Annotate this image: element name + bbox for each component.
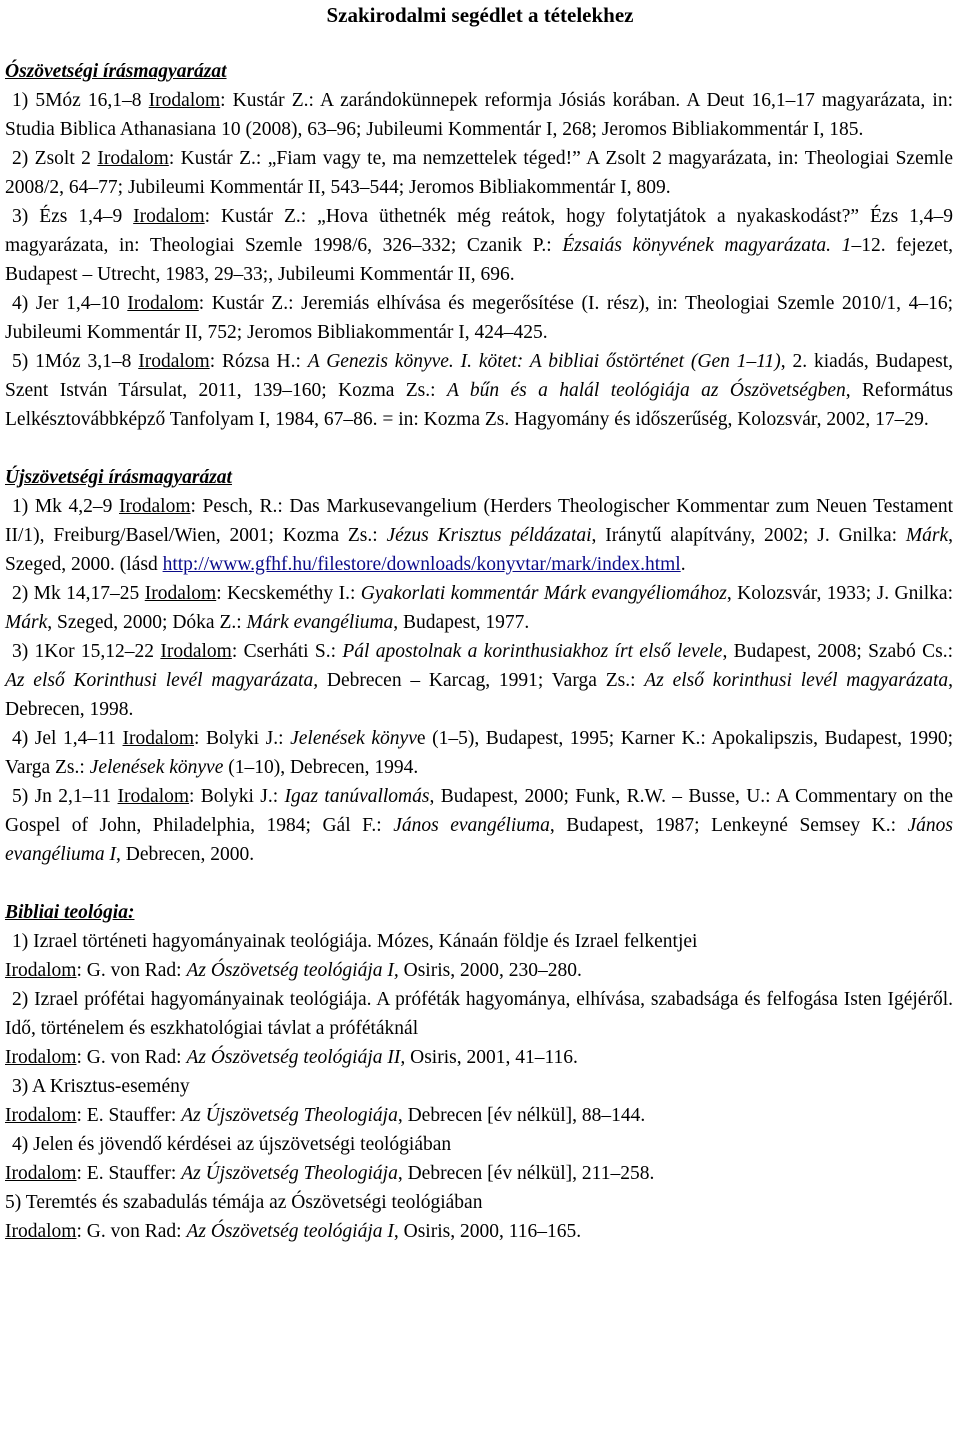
item-text: : Kecskeméthy I.:	[216, 583, 361, 604]
topic-item	[5, 927, 953, 956]
item-text: : G. von Rad:	[76, 960, 187, 981]
literature-label: Irodalom	[119, 496, 191, 517]
literature-label: Irodalom	[97, 148, 169, 169]
item-text-italic: Jelenések könyve	[89, 757, 224, 778]
item-text: : Kustár Z.: „Hova üthetnék még reátok, hogy folytatjátok a nyakaskodást?” Ézs 1,4–9 magyarázata, in: Theologiai Szemle 1998/6, 326–332; Czanik P.:	[5, 206, 953, 256]
topic-literature	[5, 956, 953, 985]
item-text: : Rózsa H.:	[209, 351, 308, 372]
item-text: e (1–5), Budapest, 1995; Karner K.: Apokalipszis, Budapest, 1990; Varga Zs.:	[5, 728, 954, 778]
topic-title: 3) A Krisztus-esemény	[12, 1076, 190, 1097]
literature-label: Irodalom	[5, 1105, 77, 1126]
list-item	[5, 637, 953, 724]
item-reference: 3) Ézs 1,4–9	[12, 206, 123, 227]
item-text: , Iránytű alapítvány, 2002; J. Gnilka:	[591, 525, 906, 546]
item-text-italic: A Genezis könyve. I. kötet: A bibliai őstörténet (Gen 1–11)	[307, 351, 781, 372]
item-reference: 5) 1Móz 3,1–8	[12, 351, 132, 372]
topic-item	[5, 985, 953, 1043]
item-text: : Kustár Z.: A zarándokünnepek reformja Jósiás korában. A Deut 16,1–17 magyarázata, in: Studia Biblica Athanasiana 10 (2008), 63–96; Jubileumi Kommentár I, 268; Jeromos Bibliakommentár I, 185.	[5, 90, 953, 140]
literature-label: Irodalom	[5, 960, 77, 981]
literature-label: Irodalom	[5, 1221, 77, 1242]
item-reference: 4) Jer 1,4–10	[12, 293, 120, 314]
item-text-italic: Az Ószövetség teológiája II,	[186, 1047, 406, 1068]
item-text: : G. von Rad:	[76, 1221, 187, 1242]
literature-label: Irodalom	[160, 641, 232, 662]
topic-literature	[5, 1217, 953, 1246]
item-reference: 2) Zsolt 2	[12, 148, 91, 169]
literature-label: Irodalom	[144, 583, 217, 604]
list-item	[5, 202, 953, 289]
topic-title: 2) Izrael prófétai hagyományainak teológiája. A próféták hagyománya, elhívása, szabadsága és felfogása Isten Igéjéről. Idő, történelem és eszkhatológiai távlat a prófétáknál	[5, 989, 953, 1039]
item-reference: 4) Jel 1,4–11	[12, 728, 116, 749]
topic-item	[5, 1072, 953, 1101]
item-text-italic: János evangéliuma I	[5, 815, 953, 865]
topic-literature	[5, 1101, 953, 1130]
section-old-testament	[5, 57, 953, 434]
item-text-italic: Az első Korinthusi levél magyarázata,	[5, 670, 319, 691]
item-text: : Kustár Z.: Jeremiás elhívása és megerősítése (I. rész), in: Theologiai Szemle 2010/1, 4–16; Jubileumi Kommentár II, 752; Jeromos Bibliakommentár I, 424–425.	[5, 293, 954, 343]
list-item	[5, 144, 953, 202]
item-text: , Debrecen [év nélkül], 211–258.	[397, 1163, 655, 1184]
topic-title: 1) Izrael történeti hagyományainak teológiája. Mózes, Kánaán földje és Izrael felkentjei	[12, 931, 698, 952]
item-text: (1–10), Debrecen, 1994.	[223, 757, 419, 778]
item-reference: 3) 1Kor 15,12–22	[12, 641, 155, 662]
section-heading: Ószövetségi írásmagyarázat	[5, 61, 227, 82]
item-text: : Bolyki J.:	[194, 728, 291, 749]
item-text-italic: Pál apostolnak a korinthusiakhoz írt első levele	[342, 641, 723, 662]
item-text-italic: Az első korinthusi levél magyarázata	[644, 670, 949, 691]
item-text: –12. fejezet, Budapest – Utrecht, 1983, 29–33;, Jubileumi Kommentár II, 696.	[5, 235, 954, 285]
list-item	[5, 579, 953, 637]
item-text: Osiris, 2001, 41–116.	[405, 1047, 578, 1068]
literature-label: Irodalom	[122, 728, 195, 749]
list-item	[5, 724, 953, 782]
item-text: , Debrecen, 1998.	[5, 670, 954, 720]
topic-item	[5, 1188, 953, 1217]
item-reference: 5) Jn 2,1–11	[12, 786, 112, 807]
spacer	[5, 869, 953, 898]
item-text: Debrecen – Karcag, 1991; Varga Zs.:	[318, 670, 645, 691]
item-text: , Budapest, 2000; Funk, R.W. – Busse, U.: A Commentary on the Gospel of John, Philadelphia, 1984; Gál F.:	[5, 786, 954, 836]
section-heading: Bibliai teológia:	[5, 902, 135, 923]
topic-literature	[5, 1159, 953, 1188]
item-text: : Cserháti S.:	[231, 641, 343, 662]
topic-item	[5, 1130, 953, 1159]
literature-label: Irodalom	[5, 1047, 77, 1068]
list-item	[5, 782, 953, 869]
section-biblical-theology	[5, 898, 953, 1246]
item-text: : Pesch, R.: Das Markusevangelium (Herders Theologischer Kommentar zum Neuen Testament II/1), Freiburg/Basel/Wien, 2001; Kozma Zs.:	[5, 496, 954, 546]
item-text: , Osiris, 2000, 116–165.	[393, 1221, 582, 1242]
item-reference: 1) Mk 4,2–9	[12, 496, 113, 517]
spacer	[5, 434, 953, 463]
item-text-italic: Márk	[5, 612, 48, 633]
section-heading: Újszövetségi írásmagyarázat	[5, 467, 232, 488]
item-text: , Szeged, 2000. (lásd	[5, 525, 954, 575]
item-text: , Református Lelkésztovábbképző Tanfolyam I, 1984, 67–86. = in: Kozma Zs. Hagyomány és időszerűség, Kolozsvár, 2002, 17–29.	[5, 380, 953, 430]
item-text: Osiris, 2000, 230–280.	[398, 960, 582, 981]
item-text-italic: Jelenések könyv	[290, 728, 417, 749]
item-reference: 2) Mk 14,17–25	[12, 583, 140, 604]
document-body	[5, 57, 953, 1246]
literature-label: Irodalom	[138, 351, 210, 372]
literature-label: Irodalom	[127, 293, 199, 314]
page-title: Szakirodalmi segédlet a tételekhez	[326, 3, 634, 27]
topic-title: 5) Teremtés és szabadulás témája az Ószövetségi teológiában	[5, 1192, 483, 1213]
item-text: , Szeged, 2000; Dóka Z.:	[47, 612, 247, 633]
external-link[interactable]: http://www.gfhf.hu/filestore/downloads/konyvtar/mark/index.html	[162, 554, 681, 575]
item-reference: 1) 5Móz 16,1–8	[12, 90, 142, 111]
list-item	[5, 86, 953, 144]
item-text-italic: Az Újszövetség Theologiája	[181, 1105, 398, 1126]
item-text-italic: Az Ószövetség teológiája I	[186, 1221, 394, 1242]
item-text: : G. von Rad:	[76, 1047, 187, 1068]
item-text-italic: Az Ószövetség teológiája I,	[186, 960, 399, 981]
item-text-italic: Gyakorlati kommentár Márk evangyéliomához	[360, 583, 727, 604]
item-text: , Kolozsvár, 1933; J. Gnilka:	[726, 583, 953, 604]
item-text: , Budapest, 1977.	[393, 612, 530, 633]
item-text-italic: Ézsaiás könyvének magyarázata. 1	[562, 235, 852, 256]
list-item	[5, 492, 953, 579]
literature-label: Irodalom	[117, 786, 190, 807]
item-text-italic: Márk	[905, 525, 949, 546]
item-text: , Debrecen, 2000.	[116, 844, 255, 865]
literature-label: Irodalom	[133, 206, 205, 227]
item-text-italic: János evangéliuma	[393, 815, 550, 836]
item-text-italic: Az Újszövetség Theologiája	[181, 1163, 398, 1184]
item-text: , Debrecen [év nélkül], 88–144.	[397, 1105, 646, 1126]
item-text-italic: A bűn és a halál teológiája az Ószövetségben	[446, 380, 846, 401]
topic-literature	[5, 1043, 953, 1072]
item-text: , 2. kiadás, Budapest, Szent István Társulat, 2011, 139–160; Kozma Zs.:	[5, 351, 954, 401]
item-text: : E. Stauffer:	[76, 1163, 182, 1184]
item-text-italic: Márk evangéliuma	[246, 612, 394, 633]
list-item	[5, 347, 953, 434]
list-item	[5, 289, 953, 347]
item-text: : Kustár Z.: „Fiam vagy te, ma nemzettelek téged!” A Zsolt 2 magyarázata, in: Theologiai Szemle 2008/2, 64–77; Jubileumi Kommentár II, 543–544; Jeromos Bibliakommentár I, 809.	[5, 148, 953, 198]
item-text-italic: Igaz tanúvallomás	[284, 786, 430, 807]
topic-title: 4) Jelen és jövendő kérdései az újszövetségi teológiában	[12, 1134, 452, 1155]
section-new-testament	[5, 463, 953, 869]
item-text: , Budapest, 1987; Lenkeyné Semsey K.:	[549, 815, 908, 836]
item-text: , Budapest, 2008; Szabó Cs.:	[722, 641, 953, 662]
item-text: .	[680, 554, 686, 575]
item-text: : E. Stauffer:	[76, 1105, 182, 1126]
item-text-italic: Jézus Krisztus példázatai	[386, 525, 592, 546]
literature-label: Irodalom	[5, 1163, 77, 1184]
literature-label: Irodalom	[148, 90, 221, 111]
item-text: : Bolyki J.:	[189, 786, 285, 807]
